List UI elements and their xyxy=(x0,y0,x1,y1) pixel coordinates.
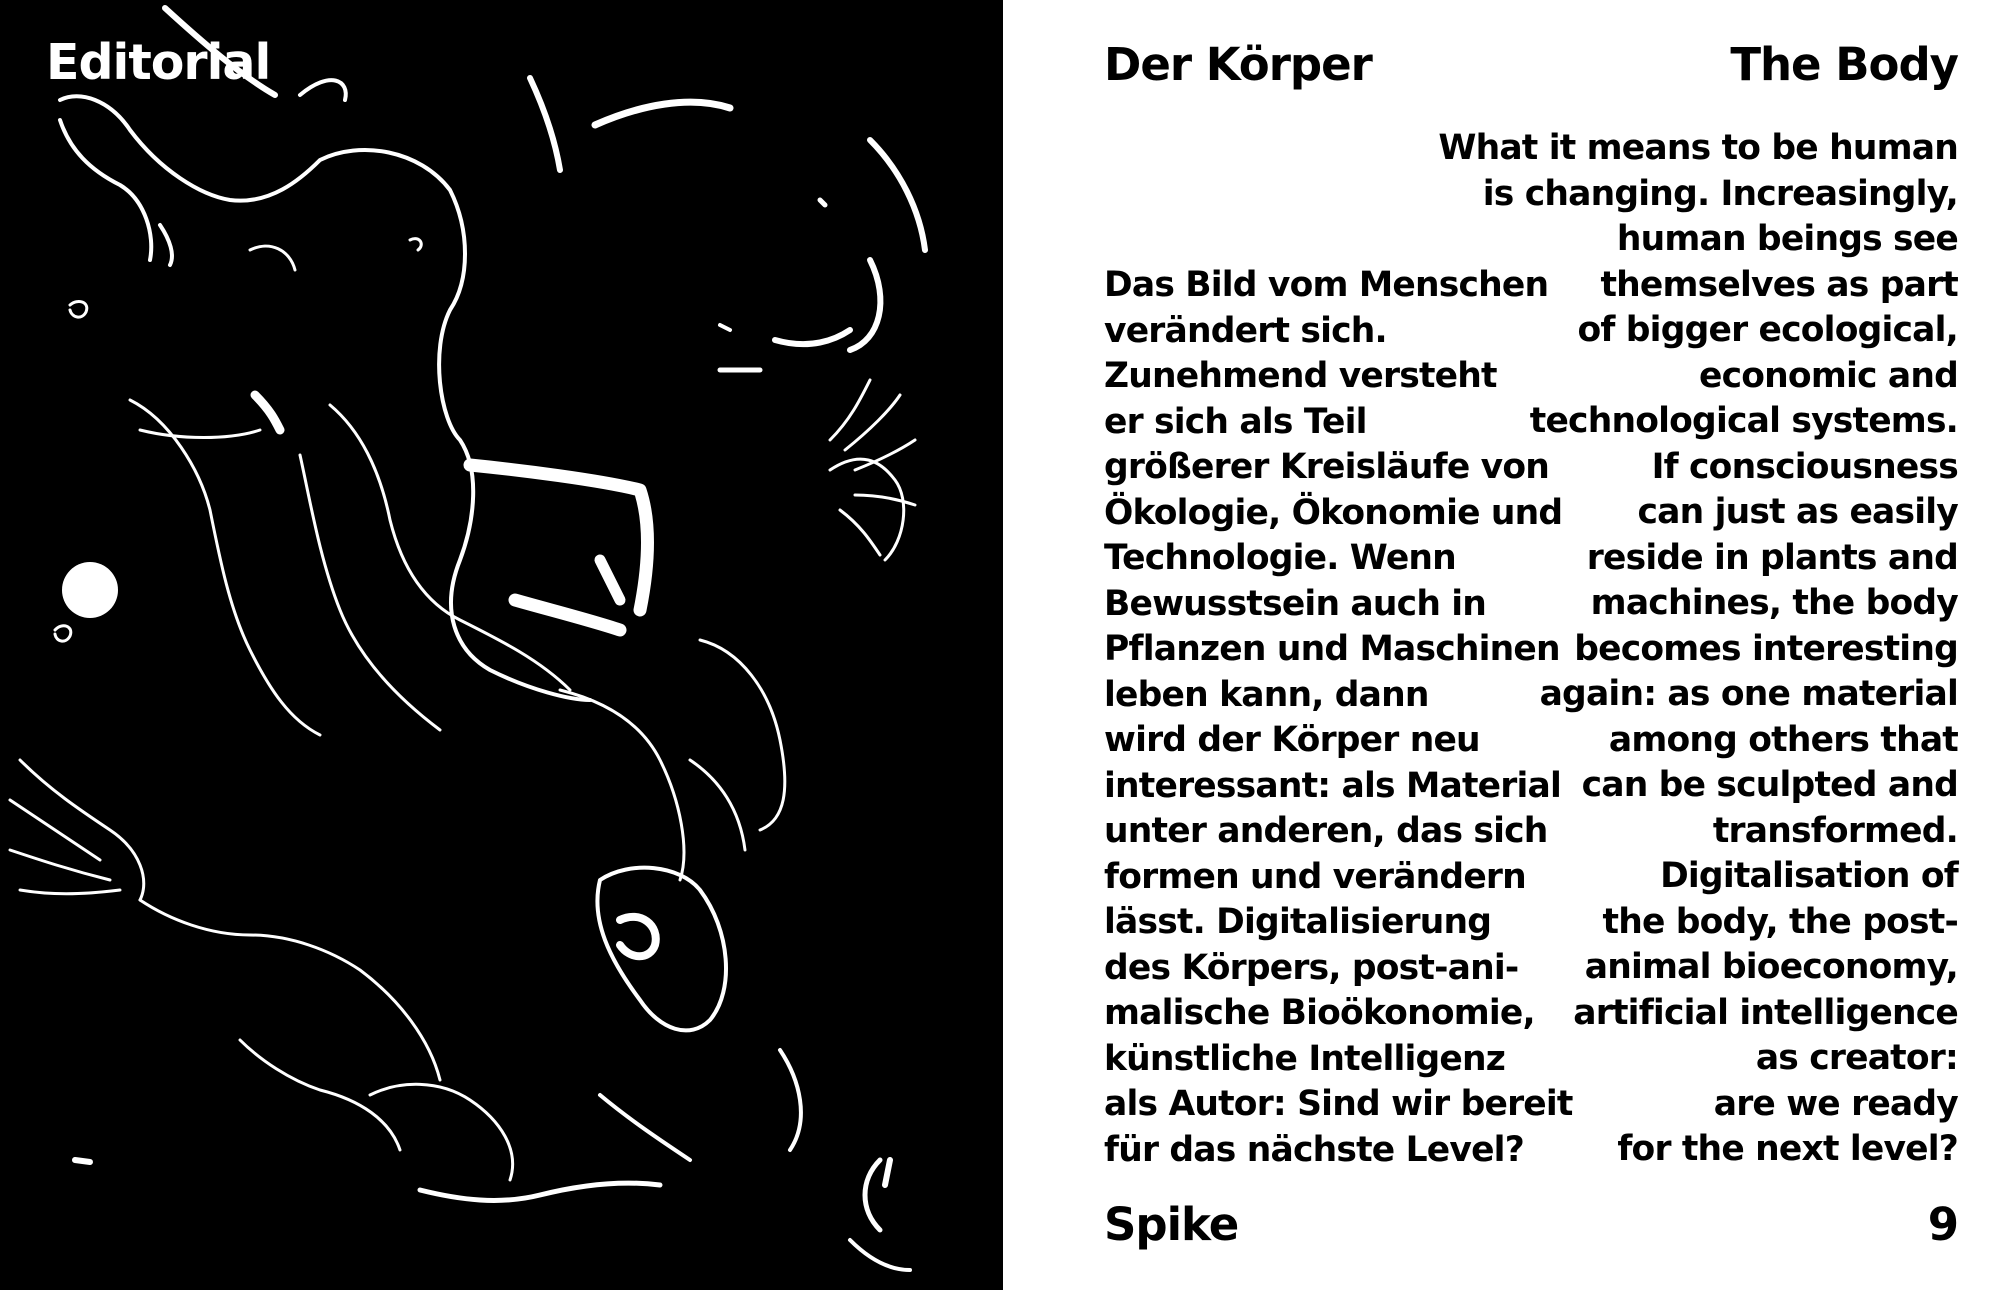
body-line-en: the body, the post- xyxy=(1602,901,1958,942)
body-line-de: verändert sich. xyxy=(1104,310,1387,351)
body-line-en: is changing. Increasingly, xyxy=(1482,173,1958,214)
body-line-en: animal bioeconomy, xyxy=(1584,947,1958,987)
body-line-en: can just as easily xyxy=(1637,492,1958,532)
body-line-de: Technologie. Wenn xyxy=(1104,538,1456,578)
body-line-de: als Autor: Sind wir bereit xyxy=(1104,1084,1573,1124)
body-line-de: künstliche Intelligenz xyxy=(1104,1038,1506,1079)
body-line-de: für das nächste Level? xyxy=(1104,1129,1524,1170)
body-line-en: again: as one material xyxy=(1539,674,1958,714)
body-line-en: If consciousness xyxy=(1651,446,1958,487)
body-line-en: What it means to be human xyxy=(1438,128,1958,168)
body-line-de: leben kann, dann xyxy=(1104,674,1429,715)
body-line-de: Pflanzen und Maschinen xyxy=(1104,629,1560,669)
body-line-de: Ökologie, Ökonomie und xyxy=(1104,492,1563,533)
body-line-en: becomes interesting xyxy=(1574,628,1958,669)
body-line-de: Bewusstsein auch in xyxy=(1104,583,1487,624)
body-line-de: wird der Körper neu xyxy=(1104,720,1480,760)
body-line-de: des Körpers, post-ani- xyxy=(1104,947,1519,988)
body-line-en: artificial intelligence xyxy=(1573,992,1958,1033)
body-line-de: Das Bild vom Menschen xyxy=(1104,265,1549,305)
body-line-en: of bigger ecological, xyxy=(1577,310,1958,350)
body-line-en: machines, the body xyxy=(1590,583,1958,623)
body-line-en: among others that xyxy=(1608,719,1958,760)
title-english: The Body xyxy=(1730,38,1958,91)
body-line-en: transformed. xyxy=(1712,810,1958,851)
body-line-en: for the next level? xyxy=(1617,1129,1958,1169)
body-line-en: technological systems. xyxy=(1529,401,1958,441)
body-line-en: reside in plants and xyxy=(1586,537,1958,578)
body-line-en: economic and xyxy=(1699,355,1958,396)
body-line-de: Zunehmend versteht xyxy=(1104,356,1497,396)
body-line-en: Digitalisation of xyxy=(1660,856,1958,896)
body-line-en: are we ready xyxy=(1713,1083,1958,1124)
body-column-english xyxy=(1438,126,1958,1173)
text-page xyxy=(1003,0,2000,1290)
body-line-de: formen und verändern xyxy=(1104,856,1526,897)
body-line-en: as creator: xyxy=(1755,1038,1958,1078)
body-line-en: can be sculpted and xyxy=(1581,765,1958,805)
page-number: 9 xyxy=(1927,1198,1958,1251)
body-line-de: größerer Kreisläufe von xyxy=(1104,447,1550,487)
body-line-de: unter anderen, das sich xyxy=(1104,811,1548,851)
body-line-de: er sich als Teil xyxy=(1104,401,1367,442)
body-line-de: malische Bioökonomie, xyxy=(1104,993,1535,1033)
magazine-name: Spike xyxy=(1104,1198,1239,1251)
title-german: Der Körper xyxy=(1104,38,1372,91)
body-line-en: human beings see xyxy=(1616,219,1958,259)
body-line-de: lässt. Digitalisierung xyxy=(1104,902,1492,942)
section-label: Editorial xyxy=(46,34,271,91)
body-line-de: interessant: als Material xyxy=(1104,765,1562,806)
body-line-en: themselves as part xyxy=(1600,264,1958,305)
